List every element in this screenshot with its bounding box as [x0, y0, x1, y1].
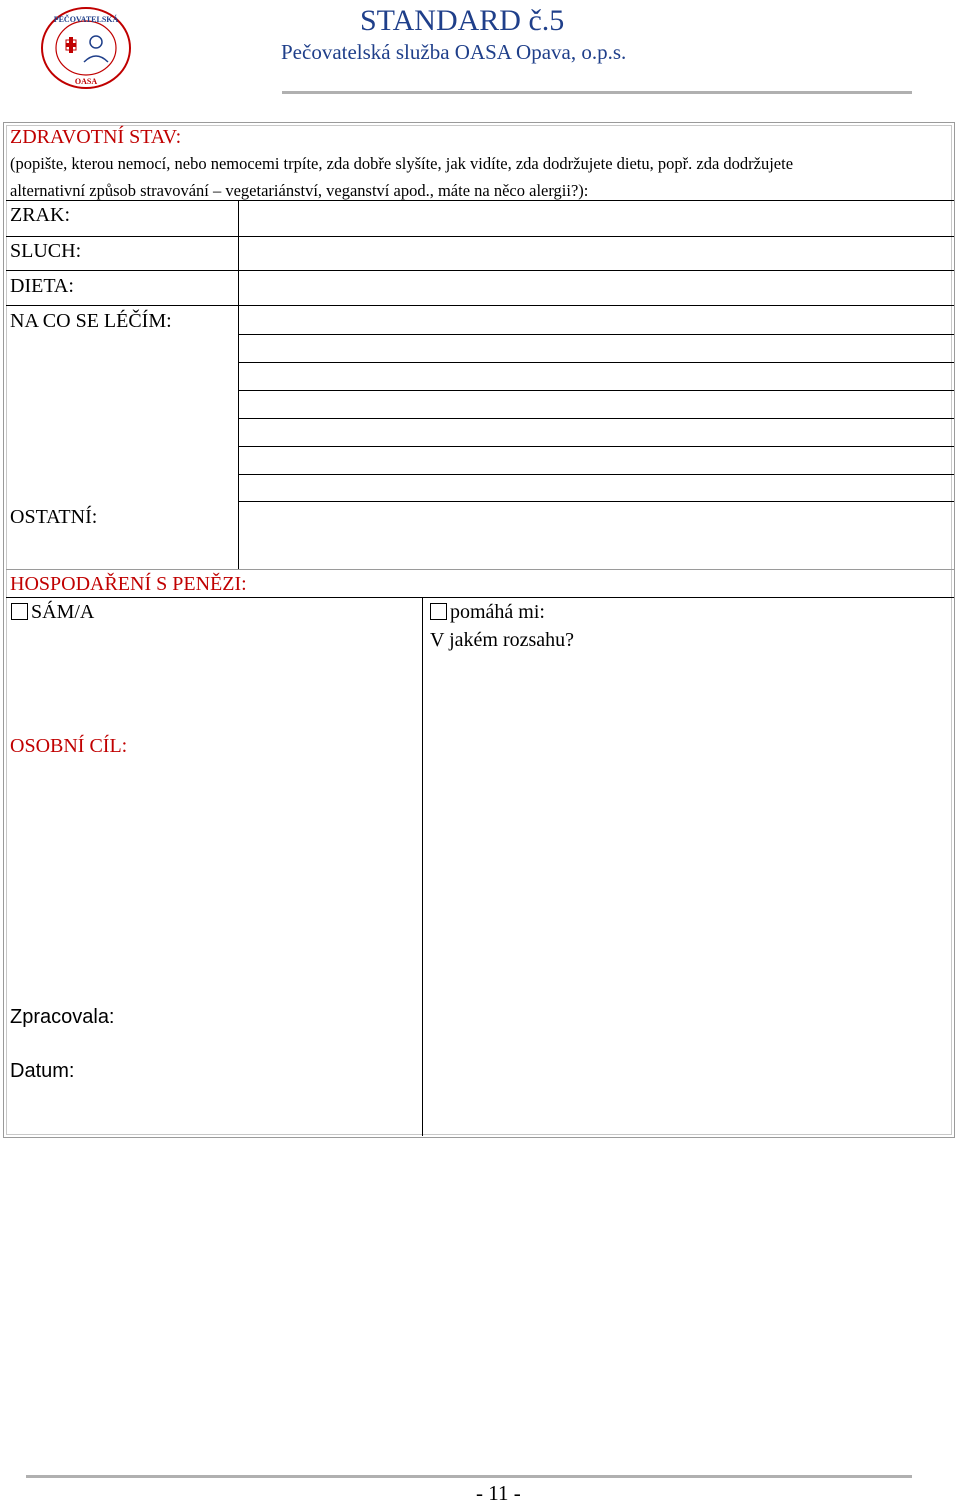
field-label-treatment: NA CO SE LÉČÍM:: [10, 310, 172, 332]
other-input-area[interactable]: [240, 502, 954, 568]
field-label-hearing: SLUCH:: [10, 240, 82, 262]
page-number: - 11 -: [476, 1481, 521, 1505]
sight-input-area[interactable]: [240, 201, 954, 235]
money-section-title: HOSPODAŘENÍ S PENĚZI:: [10, 573, 247, 595]
checkbox-self[interactable]: [11, 603, 28, 620]
field-label-other: OSTATNÍ:: [10, 506, 98, 528]
hearing-input-area[interactable]: [240, 237, 954, 269]
health-column-divider: [238, 200, 239, 569]
health-section-title: ZDRAVOTNÍ STAV:: [10, 126, 182, 148]
diet-input-area[interactable]: [240, 271, 954, 304]
prepared-by-label: Zpracovala:: [10, 1006, 115, 1028]
organization-logo: [40, 6, 132, 90]
organization-name: Pečovatelská služba OASA Opava, o.p.s.: [281, 40, 627, 64]
field-label-sight: ZRAK:: [10, 204, 70, 226]
date-label: Datum:: [10, 1060, 75, 1082]
field-label-diet: DIETA:: [10, 275, 74, 297]
option-self[interactable]: [11, 601, 94, 624]
treatment-input-area[interactable]: [240, 306, 954, 501]
health-description-line2: alternativní způsob stravování – vegetariánství, veganství apod., máte na něco alergii?):: [10, 181, 589, 200]
header-divider: [282, 91, 912, 94]
svg-text:OASA: OASA: [74, 77, 98, 86]
footer-divider: [26, 1475, 912, 1478]
svg-text:PEČOVATELSKÁ: PEČOVATELSKÁ: [53, 15, 119, 24]
option-help-label: pomáhá mi:: [450, 601, 545, 623]
health-description-line1: (popište, kterou nemocí, nebo nemocemi trpíte, zda dobře slyšíte, jak vidíte, zda dodržujete dietu, popř. zda dodržujete: [10, 154, 794, 173]
health-description: [10, 150, 950, 204]
money-column-divider: [422, 597, 423, 1136]
section-divider: [6, 569, 954, 570]
extent-question: V jakém rozsahu?: [430, 629, 575, 651]
checkbox-help[interactable]: [430, 603, 447, 620]
document-title: STANDARD č.5: [360, 4, 565, 37]
option-self-label: SÁM/A: [31, 601, 95, 623]
money-title-divider: [6, 597, 954, 598]
goal-section-title: OSOBNÍ CÍL:: [10, 735, 128, 757]
option-help[interactable]: [430, 601, 545, 624]
